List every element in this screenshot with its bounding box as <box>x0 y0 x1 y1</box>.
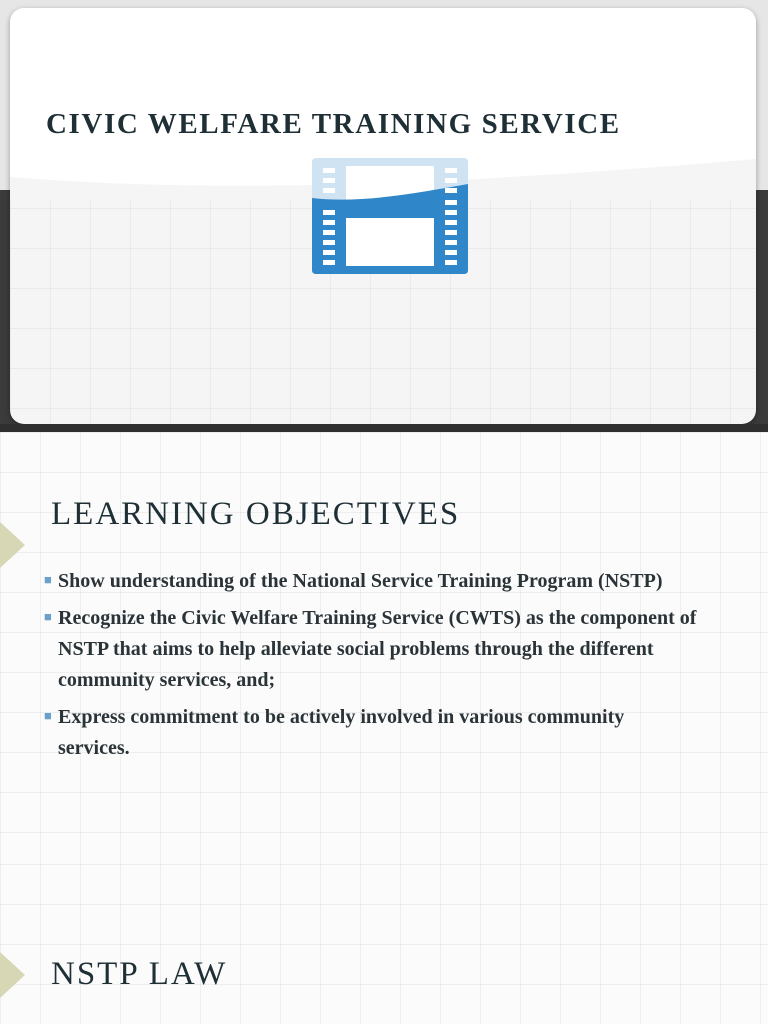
slide-title: CIVIC WELFARE TRAINING SERVICE <box>46 108 621 140</box>
bullet-icon: ■ <box>44 708 52 723</box>
objectives-list <box>40 566 700 770</box>
list-item <box>40 702 700 764</box>
nstp-law-slide <box>0 864 768 1024</box>
slide-card <box>10 8 756 424</box>
video-icon[interactable] <box>312 158 468 274</box>
slide-heading: LEARNING OBJECTIVES <box>51 496 461 532</box>
list-item <box>40 603 700 696</box>
title-slide <box>0 0 768 432</box>
list-item <box>40 566 700 597</box>
bullet-icon: ■ <box>44 572 52 587</box>
slide-heading: NSTP LAW <box>51 956 228 992</box>
slide-separator <box>0 424 768 432</box>
list-item-text: Show understanding of the National Service Training Program (NSTP) <box>58 570 663 592</box>
list-item-text: Express commitment to be actively involved in various community services. <box>58 706 625 759</box>
arrow-accent-icon <box>0 522 25 568</box>
bullet-icon: ■ <box>44 609 52 624</box>
arrow-accent-icon <box>0 952 25 998</box>
list-item-text: Recognize the Civic Welfare Training Service (CWTS) as the component of NSTP that aims to help alleviate social problems through the different community services, and; <box>58 607 697 691</box>
